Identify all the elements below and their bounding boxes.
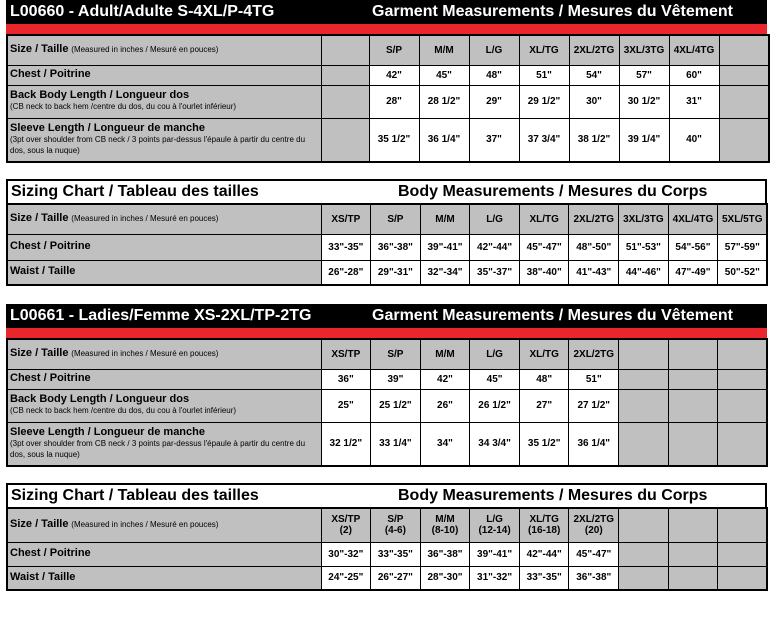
size-sub: (12-14) (478, 525, 511, 537)
measurement-cell: 28 1/2" (419, 85, 469, 118)
size-name: 2XL/2TG (573, 348, 615, 360)
red-divider (6, 328, 767, 338)
measurement-cell: 31" (669, 85, 719, 118)
measurement-cell: 34 3/4" (470, 422, 520, 466)
table-row (7, 542, 767, 566)
row-label-text: Back Body Length / Longueur dos (10, 89, 190, 102)
measurement-cell: 36 1/4" (569, 422, 619, 466)
size-name: 3XL/3TG (623, 213, 664, 225)
size-header-cell (719, 35, 769, 65)
adult-body-subtitle: Body Measurements / Mesures du Corps (398, 183, 708, 200)
row-label (7, 65, 321, 85)
measurement-cell: 29"-31" (371, 260, 421, 285)
size-header-cell (718, 339, 768, 369)
size-name: XL/TG (529, 213, 559, 225)
table-row (7, 389, 767, 422)
empty-cell (619, 369, 669, 389)
row-label (7, 422, 321, 466)
measurement-cell: 45"-47" (519, 234, 569, 260)
size-label-text: Size / Taille (10, 518, 69, 531)
empty-cell (321, 65, 369, 85)
measurement-cell: 26"-28" (321, 260, 371, 285)
size-name: M/M (434, 44, 454, 56)
size-name: 2XL/2TG (573, 44, 615, 56)
adult-body-section (6, 179, 767, 286)
measurement-cell: 48"-50" (569, 234, 619, 260)
size-header-cell (718, 204, 768, 234)
measurement-cell: 26 1/2" (470, 389, 520, 422)
row-label (7, 566, 321, 590)
measurement-cell: 27 1/2" (569, 389, 619, 422)
size-sub: (4-6) (384, 525, 406, 537)
empty-cell (718, 369, 768, 389)
adult-garment-subtitle: Garment Measurements / Mesures du Vêtement (372, 3, 734, 20)
measurement-cell: 30"-32" (321, 542, 371, 566)
size-header-cell (470, 339, 520, 369)
measurement-cell: 27" (519, 389, 569, 422)
empty-cell (718, 542, 768, 566)
measurement-cell: 39" (371, 369, 421, 389)
row-label-text: Chest / Poitrine (10, 547, 91, 560)
measurement-cell: 42" (369, 65, 419, 85)
size-name: 3XL/3TG (623, 44, 665, 56)
table-row (7, 234, 767, 260)
measurement-cell: 39"-41" (420, 234, 470, 260)
size-header-row (7, 339, 767, 369)
measurement-cell: 26" (420, 389, 470, 422)
size-header-cell (569, 339, 619, 369)
table-row (7, 65, 769, 85)
measurement-cell: 25" (321, 389, 371, 422)
size-header-cell (519, 35, 569, 65)
empty-cell (321, 85, 369, 118)
row-label-text: Sleeve Length / Longueur de manche (10, 426, 205, 439)
measurement-cell: 51" (569, 369, 619, 389)
row-label-text: Back Body Length / Longueur dos (10, 393, 190, 406)
size-header-label (7, 508, 321, 542)
size-name: XS/TP (331, 513, 361, 525)
size-header-cell (470, 204, 520, 234)
empty-cell (619, 389, 669, 422)
empty-cell (619, 542, 669, 566)
size-header-cell (619, 204, 669, 234)
measurement-cell: 31"-32" (470, 566, 520, 590)
row-label (7, 389, 321, 422)
measurement-cell: 36" (321, 369, 371, 389)
measurement-cell: 39 1/4" (619, 118, 669, 162)
measurement-cell: 35"-37" (470, 260, 520, 285)
measurement-cell: 47"-49" (668, 260, 718, 285)
measurement-cell: 37 3/4" (519, 118, 569, 162)
measurement-cell: 44"-46" (619, 260, 669, 285)
size-header-cell (519, 204, 569, 234)
size-header-row (7, 35, 769, 65)
size-header-cell (321, 339, 371, 369)
size-header-cell (519, 339, 569, 369)
adult-body-table (6, 203, 768, 286)
measurement-cell: 50"-52" (718, 260, 768, 285)
size-header-cell (669, 35, 719, 65)
adult-body-header (6, 179, 767, 203)
empty-cell (668, 566, 718, 590)
ladies-body-table (6, 507, 768, 591)
measurement-cell: 30" (569, 85, 619, 118)
empty-cell (719, 118, 769, 162)
measurement-cell: 45"-47" (569, 542, 619, 566)
measurement-cell: 35 1/2" (519, 422, 569, 466)
size-header-label (7, 35, 321, 65)
empty-cell (719, 65, 769, 85)
empty-cell (321, 35, 369, 65)
empty-cell (668, 389, 718, 422)
measurement-cell: 42"-44" (519, 542, 569, 566)
size-name: XL/TG (529, 513, 559, 525)
row-label-text: Waist / Taille (10, 265, 76, 278)
row-label-note: (CB neck to back hem /centre du dos, du cou à l'ourlet inférieur) (10, 102, 237, 112)
measurement-cell: 42" (420, 369, 470, 389)
empty-cell (668, 542, 718, 566)
measurement-cell: 48" (469, 65, 519, 85)
measurement-cell: 54"-56" (668, 234, 718, 260)
measurement-cell: 60" (669, 65, 719, 85)
row-label (7, 260, 321, 285)
size-header-row (7, 204, 767, 234)
size-name: XL/TG (529, 44, 559, 56)
row-label-note: (3pt over shoulder from CB neck / 3 points par-dessus l'épaule à partir du centre du dos, sous la nuque) (10, 439, 306, 459)
measurement-cell: 30 1/2" (619, 85, 669, 118)
size-sub: (2) (339, 525, 352, 537)
measurement-cell: 57" (619, 65, 669, 85)
size-header-cell (371, 204, 421, 234)
size-header-cell (668, 204, 718, 234)
size-header-cell (369, 35, 419, 65)
size-name: 4XL/4TG (672, 213, 714, 225)
measurement-cell: 38 1/2" (569, 118, 619, 162)
empty-cell (718, 566, 768, 590)
adult-garment-table (6, 34, 770, 163)
size-name: L/G (486, 348, 503, 360)
empty-cell (619, 566, 669, 590)
empty-cell (619, 422, 669, 466)
measurement-cell: 32 1/2" (321, 422, 371, 466)
size-label-text: Size / Taille (10, 212, 69, 225)
measurement-cell: 33 1/4" (371, 422, 421, 466)
measurement-cell: 25 1/2" (371, 389, 421, 422)
table-row (7, 422, 767, 466)
row-label (7, 85, 321, 118)
size-header-cell (569, 508, 619, 542)
size-sub: (20) (584, 525, 603, 537)
measurement-cell: 33"-35" (321, 234, 371, 260)
ladies-body-title: Sizing Chart / Tableau des tailles (11, 487, 259, 504)
row-label-text: Chest / Poitrine (10, 240, 91, 253)
row-label-text: Chest / Poitrine (10, 372, 91, 385)
size-header-cell (668, 339, 718, 369)
size-name: S/P (387, 213, 404, 225)
measurement-cell: 34" (420, 422, 470, 466)
measurement-cell: 54" (569, 65, 619, 85)
measurement-cell: 33"-35" (519, 566, 569, 590)
adult-garment-section (6, 0, 767, 163)
ladies-body-section (6, 483, 767, 591)
measurement-cell: 24"-25" (321, 566, 371, 590)
empty-cell (719, 85, 769, 118)
measurement-cell: 29" (469, 85, 519, 118)
empty-cell (718, 389, 768, 422)
size-name: 2XL/2TG (573, 513, 615, 525)
red-divider (6, 24, 767, 34)
measurement-cell: 51" (519, 65, 569, 85)
measurement-cell: 36"-38" (371, 234, 421, 260)
size-header-cell (668, 508, 718, 542)
size-header-cell (619, 339, 669, 369)
size-name: XS/TP (331, 213, 361, 225)
ladies-garment-table (6, 338, 768, 467)
row-label (7, 118, 321, 162)
size-name: M/M (435, 348, 455, 360)
measurement-cell: 57"-59" (718, 234, 768, 260)
empty-cell (668, 369, 718, 389)
size-name: 4XL/4TG (673, 44, 715, 56)
size-sub: (8-10) (431, 525, 459, 537)
size-name: XL/TG (529, 348, 559, 360)
table-row (7, 369, 767, 389)
size-label-note: (Measured in inches / Mesuré en pouces) (71, 45, 219, 55)
size-name: 2XL/2TG (573, 213, 615, 225)
size-header-cell (371, 339, 421, 369)
measurement-cell: 37" (469, 118, 519, 162)
measurement-cell: 26"-27" (371, 566, 421, 590)
size-header-cell (619, 35, 669, 65)
size-header-cell (718, 508, 768, 542)
measurement-cell: 28" (369, 85, 419, 118)
measurement-cell: 29 1/2" (519, 85, 569, 118)
size-header-cell (321, 508, 371, 542)
size-header-label (7, 204, 321, 234)
size-name: L/G (485, 44, 503, 56)
size-name: S/P (385, 44, 403, 56)
empty-cell (668, 422, 718, 466)
row-label-note: (3pt over shoulder from CB neck / 3 points par-dessus l'épaule à partir du centre du dos, sous la nuque) (10, 135, 306, 155)
size-name: XS/TP (331, 348, 361, 360)
measurement-cell: 36"-38" (420, 542, 470, 566)
table-row (7, 260, 767, 285)
table-row (7, 566, 767, 590)
size-label-text: Size / Taille (10, 43, 69, 56)
adult-body-title: Sizing Chart / Tableau des tailles (11, 183, 259, 200)
row-label (7, 234, 321, 260)
empty-cell (718, 422, 768, 466)
size-sub: (16-18) (528, 525, 561, 537)
measurement-cell: 33"-35" (371, 542, 421, 566)
row-label-text: Waist / Taille (10, 570, 76, 583)
size-header-cell (619, 508, 669, 542)
size-label-note: (Measured in inches / Mesuré en pouces) (71, 214, 219, 224)
table-row (7, 85, 769, 118)
size-name: S/P (387, 513, 404, 525)
size-header-cell (569, 204, 619, 234)
size-header-cell (419, 35, 469, 65)
size-header-cell (469, 35, 519, 65)
measurement-cell: 48" (519, 369, 569, 389)
measurement-cell: 51"-53" (619, 234, 669, 260)
table-row (7, 118, 769, 162)
size-name: 5XL/5TG (722, 213, 763, 225)
row-label-text: Chest / Poitrine (10, 68, 91, 81)
adult-garment-title: L00660 - Adult/Adulte S-4XL/P-4TG (10, 3, 275, 20)
ladies-garment-header (6, 304, 767, 328)
measurement-cell: 41"-43" (569, 260, 619, 285)
measurement-cell: 36 1/4" (419, 118, 469, 162)
size-header-cell (321, 204, 371, 234)
size-header-row (7, 508, 767, 542)
row-label (7, 542, 321, 566)
ladies-garment-subtitle: Garment Measurements / Mesures du Vêtement (372, 307, 734, 324)
row-label-note: (CB neck to back hem /centre du dos, du cou à l'ourlet inférieur) (10, 406, 237, 416)
measurement-cell: 32"-34" (420, 260, 470, 285)
ladies-body-subtitle: Body Measurements / Mesures du Corps (398, 487, 708, 504)
measurement-cell: 28"-30" (420, 566, 470, 590)
size-header-cell (420, 508, 470, 542)
size-name: L/G (486, 213, 503, 225)
size-label-note: (Measured in inches / Mesuré en pouces) (71, 349, 219, 359)
ladies-body-header (6, 483, 767, 507)
ladies-garment-title: L00661 - Ladies/Femme XS-2XL/TP-2TG (10, 307, 312, 324)
ladies-garment-section (6, 304, 767, 467)
size-header-cell (519, 508, 569, 542)
size-header-cell (420, 204, 470, 234)
measurement-cell: 39"-41" (470, 542, 520, 566)
size-header-label (7, 339, 321, 369)
size-header-cell (371, 508, 421, 542)
size-name: S/P (387, 348, 404, 360)
measurement-cell: 36"-38" (569, 566, 619, 590)
measurement-cell: 45" (419, 65, 469, 85)
adult-garment-header (6, 0, 767, 24)
size-header-cell (569, 35, 619, 65)
row-label (7, 369, 321, 389)
size-name: L/G (486, 513, 503, 525)
size-header-cell (420, 339, 470, 369)
measurement-cell: 45" (470, 369, 520, 389)
empty-cell (321, 118, 369, 162)
measurement-cell: 42"-44" (470, 234, 520, 260)
row-label-text: Sleeve Length / Longueur de manche (10, 122, 205, 135)
measurement-cell: 40" (669, 118, 719, 162)
size-name: M/M (435, 513, 455, 525)
measurement-cell: 35 1/2" (369, 118, 419, 162)
size-header-cell (470, 508, 520, 542)
size-name: M/M (435, 213, 455, 225)
size-label-text: Size / Taille (10, 347, 69, 360)
measurement-cell: 38"-40" (519, 260, 569, 285)
size-label-note: (Measured in inches / Mesuré en pouces) (71, 520, 219, 530)
